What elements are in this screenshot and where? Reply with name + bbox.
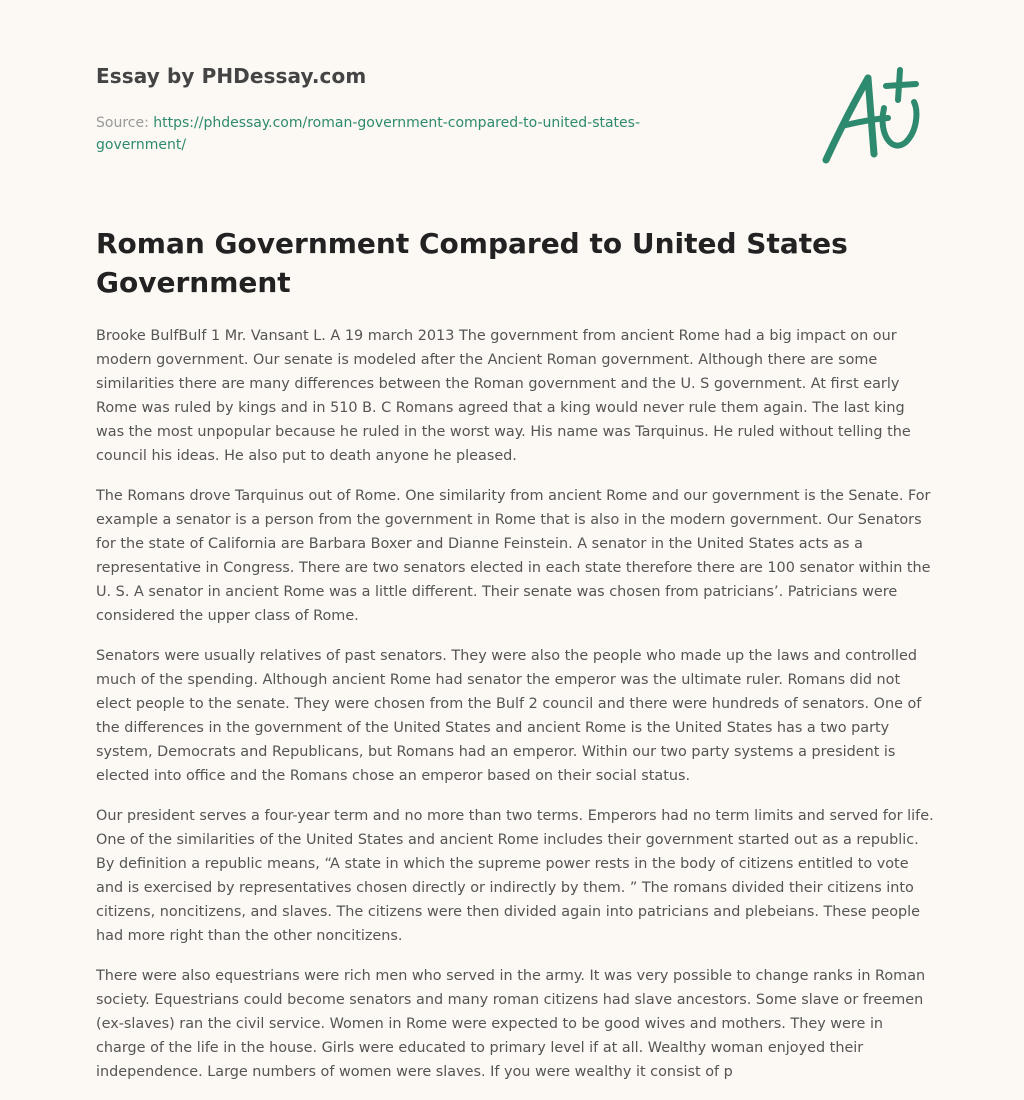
essay-body (96, 324, 936, 1100)
source-line (96, 112, 696, 156)
essay-paragraph: Senators were usually relatives of past senators. They were also the people who made up the laws and controlled much of the spending. Although ancient Rome had senator the emperor was the ultimate ruler. Romans did not elect people to the senate. They were chosen from the Bulf 2 council and there were hundreds of senators. One of the differences in the government of the United States and ancient Rome is the United States has a two party system, Democrats and Republicans, but Romans had an emperor. Within our two party systems a president is elected into office and the Romans chose an emperor based on their social status. (96, 648, 922, 784)
essay-paragraph: Our president serves a four-year term and no more than two terms. Emperors had no term limits and served for life. One of the similarities of the United States and ancient Rome includes their government started out as a republic. By definition a republic means, “A state in which the supreme power rests in the body of citizens entitled to vote and is exercised by representatives chosen directly or indirectly by them. ” The romans divided their citizens into citizens, noncitizens, and slaves. The citizens were then divided again into patricians and plebeians. These people had more right than the other noncitizens. (96, 808, 934, 944)
essay-title: Roman Government Compared to United States Government (96, 227, 848, 299)
essay-paragraph: Brooke BulfBulf 1 Mr. Vansant L. A 19 march 2013 The government from ancient Rome had a big impact on our modern government. Our senate is modeled after the Ancient Roman government. Although there are some similarities there are many differences between the Roman government and the U. S government. At first early Rome was ruled by kings and in 510 B. C Romans agreed that a king would never rule them again. The last king was the most unpopular because he ruled in the worst way. His name was Tarquinus. He ruled without telling the council his ideas. He also put to death anyone he pleased. (96, 328, 911, 464)
site-title: Essay by PHDessay.com (96, 64, 367, 88)
source-link[interactable]: https://phdessay.com/roman-government-compared-to-united-states-government/ (96, 115, 641, 153)
essay-paragraph: The Romans drove Tarquinus out of Rome. One similarity from ancient Rome and our government is the Senate. For example a senator is a person from the government in Rome that is also in the modern government. Our Senators for the state of California are Barbara Boxer and Dianne Feinstein. A senator in the United States acts as a representative in Congress. There are two senators elected in each state therefore there are 100 senator within the U. S. A senator in ancient Rome was a little different. Their senate was chosen from patricians’. Patricians were considered the upper class of Rome. (96, 488, 931, 624)
source-label: Source: (96, 115, 149, 131)
essay-paragraph: There were also equestrians were rich men who served in the army. It was very possible to change ranks in Roman society. Equestrians could become senators and many roman citizens had slave ancestors. Some slave or freemen (ex-slaves) ran the civil service. Women in Rome were expected to be good wives and mothers. They were in charge of the life in the house. Girls were educated to primary level if at all. Wealthy woman enjoyed their independence. Large numbers of women were slaves. If you were wealthy it consist of p (96, 968, 926, 1080)
a-plus-logo-icon (818, 64, 930, 170)
